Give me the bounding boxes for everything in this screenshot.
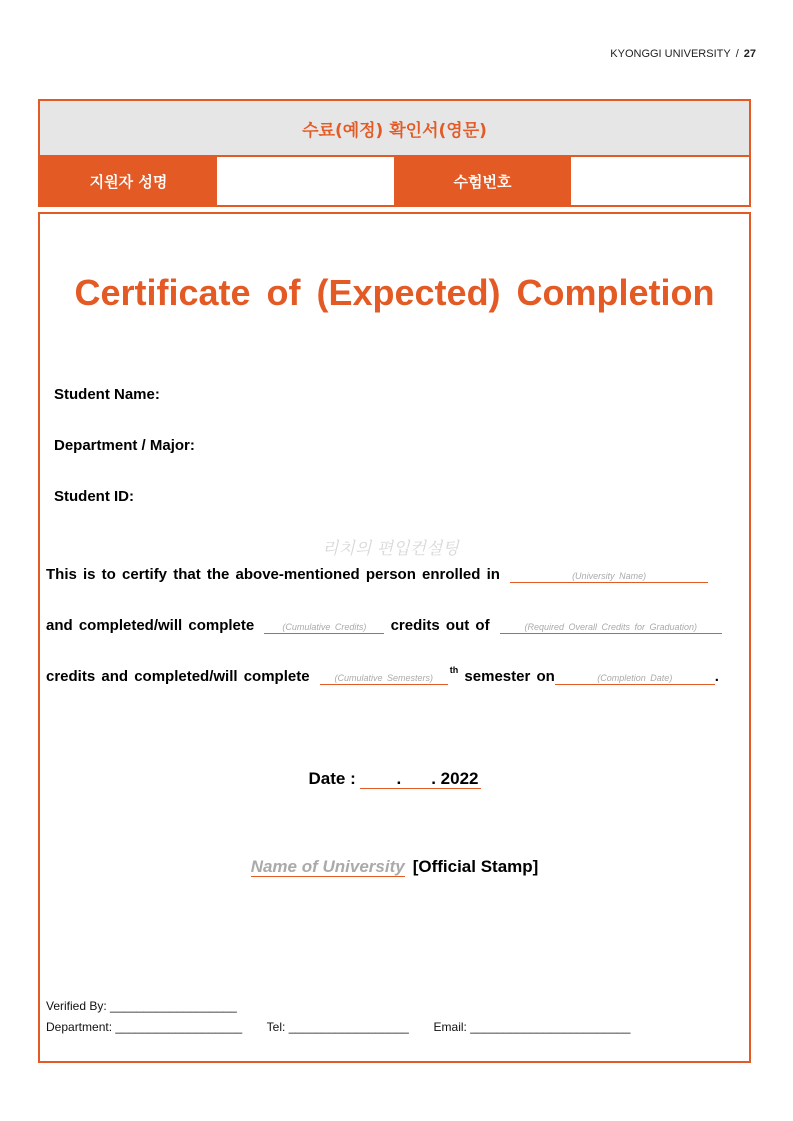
line3-end: . xyxy=(714,668,719,685)
page-header xyxy=(610,48,756,60)
department-label: Department / Major: xyxy=(54,437,195,454)
header-university: KYONGGI UNIVERSITY xyxy=(610,48,731,60)
tel-label: Tel: xyxy=(266,1020,286,1034)
date-line xyxy=(40,769,749,789)
official-stamp-label: [Official Stamp] xyxy=(412,857,539,876)
page-number: 27 xyxy=(743,48,756,60)
watermark: 리치의 편입컨설팅 xyxy=(322,539,459,559)
certify-line-2 xyxy=(46,617,722,634)
required-credits-blank[interactable]: (Required Overall Credits for Graduation) xyxy=(500,622,722,634)
department-contact-field[interactable]: ___________________ xyxy=(115,1020,243,1034)
email-field[interactable]: ________________________ xyxy=(470,1020,631,1034)
date-field[interactable] xyxy=(360,769,480,789)
cumulative-semesters-blank[interactable]: (Cumulative Semesters) xyxy=(320,673,448,685)
stamp-line xyxy=(40,857,749,877)
date-year: 2022 xyxy=(440,769,479,788)
line3-text-b: semester on xyxy=(464,668,555,685)
cumulative-credits-blank[interactable]: (Cumulative Credits) xyxy=(264,622,384,634)
contact-row xyxy=(46,1020,630,1034)
certificate-box xyxy=(38,212,751,1063)
exam-number-field[interactable] xyxy=(571,157,748,205)
completion-date-blank[interactable]: (Completion Date) xyxy=(555,673,715,685)
date-label: Date : xyxy=(308,769,356,788)
line3-text-a: credits and completed/will complete xyxy=(46,668,310,685)
verified-by-field[interactable]: ___________________ xyxy=(110,999,237,1013)
applicant-name-field[interactable] xyxy=(217,157,394,205)
email-label: Email: xyxy=(433,1020,467,1034)
university-name-blank[interactable]: (University Name) xyxy=(510,571,708,583)
date-sep-1: . xyxy=(396,769,402,788)
header-separator: / xyxy=(735,48,739,60)
certify-line-3 xyxy=(46,665,719,685)
university-name-placeholder[interactable]: Name of University xyxy=(250,857,405,876)
line2-text-a: and completed/will complete xyxy=(46,617,255,634)
certify-line-1 xyxy=(46,566,708,583)
date-sep-2: . xyxy=(431,769,436,788)
applicant-row xyxy=(40,157,749,205)
verified-by-row xyxy=(46,999,237,1013)
exam-number-label: 수험번호 xyxy=(394,157,571,205)
student-id-label: Student ID: xyxy=(54,488,134,505)
tel-field[interactable]: __________________ xyxy=(288,1020,409,1034)
ordinal-suffix: th xyxy=(449,665,459,675)
line1-text: This is to certify that the above-mentioned person enrolled in xyxy=(46,566,500,583)
department-contact-label: Department: xyxy=(46,1020,113,1034)
certificate-title: Certificate of (Expected) Completion xyxy=(74,272,715,313)
form-header-box xyxy=(38,99,751,207)
applicant-name-label: 지원자 성명 xyxy=(40,157,217,205)
student-name-label: Student Name: xyxy=(54,386,160,403)
line2-text-b: credits out of xyxy=(390,617,490,634)
form-title: 수료(예정) 확인서(영문) xyxy=(40,101,749,157)
verified-by-label: Verified By: xyxy=(46,999,107,1013)
